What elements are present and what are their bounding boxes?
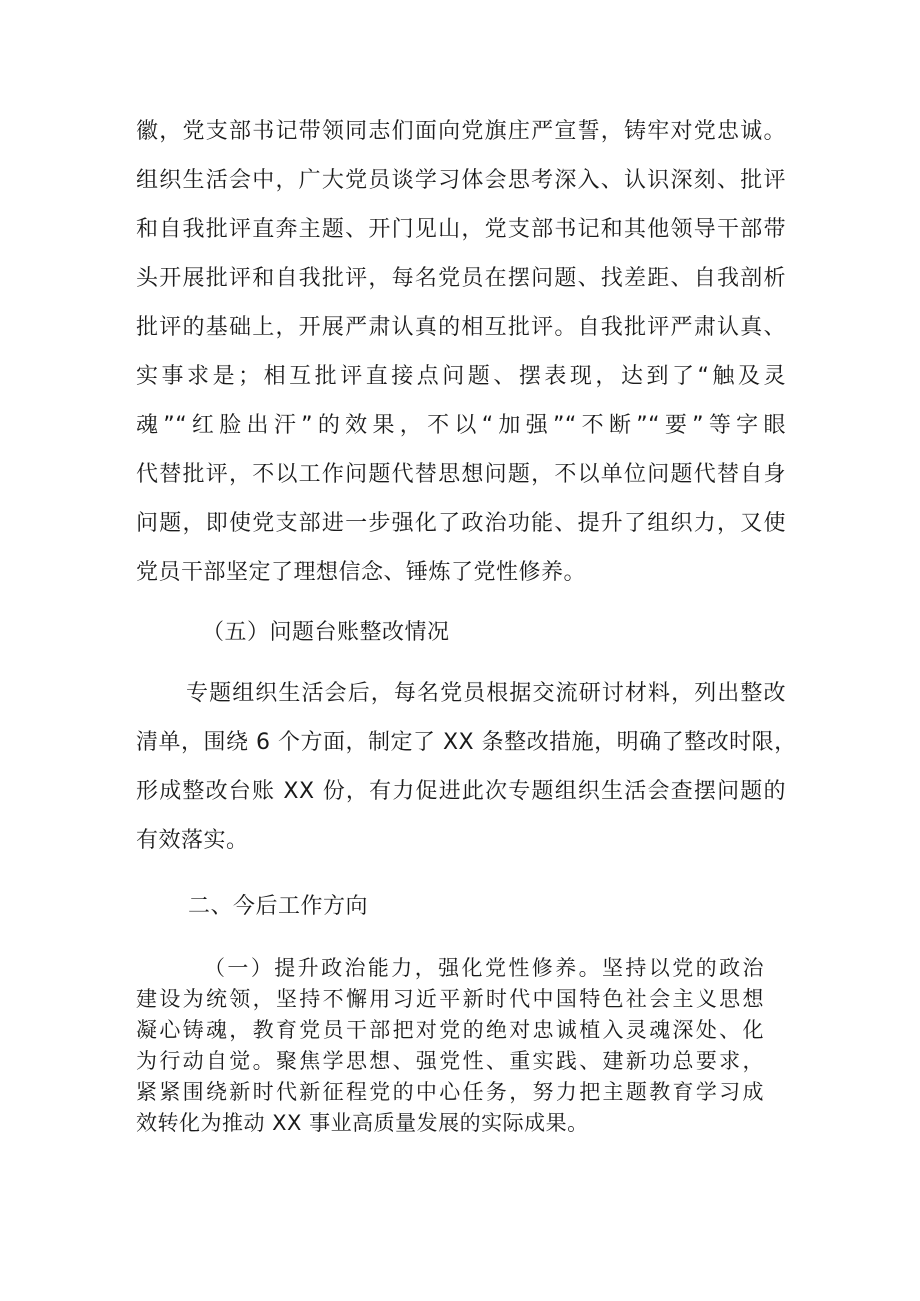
text-line: 和自我批评直奔主题、开门见山，党支部书记和其他领导干部带 bbox=[136, 217, 786, 242]
text-line: 效转化为推动 XX 事业高质量发展的实际成果。 bbox=[136, 1111, 589, 1135]
text-line: （一）提升政治能力，强化党性修养。坚持以党的政治 bbox=[204, 956, 764, 980]
text-line: 徽，党支部书记带领同志们面向党旗庄严宣誓，铸牢对党忠诚。 bbox=[136, 119, 786, 144]
text-line: 为行动自觉。聚焦学思想、强党性、重实践、建新功总要求， bbox=[136, 1049, 764, 1073]
text-line: 头开展批评和自我批评，每名党员在摆问题、找差距、自我剖析 bbox=[136, 266, 786, 291]
paragraph-meeting-summary bbox=[136, 107, 786, 597]
section-heading-rectification bbox=[202, 608, 702, 657]
text-line: 有效落实。 bbox=[136, 828, 249, 853]
text-line: 形成整改台账 XX 份，有力促进此次专题组织生活会查摆问题的 bbox=[136, 779, 786, 804]
heading-text: （五）问题台账整改情况 bbox=[202, 620, 450, 645]
text-line: 党员干部坚定了理想信念、锤炼了党性修养。 bbox=[136, 560, 587, 585]
text-line: 凝心铸魂，教育党员干部把对党的绝对忠诚植入灵魂深处、化 bbox=[136, 1018, 764, 1042]
text-line: 批评的基础上，开展严肃认真的相互批评。自我批评严肃认真、 bbox=[136, 315, 786, 340]
text-line: 魂”“红脸出汗”的效果，不以“加强”“不断”“要”等字眼 bbox=[136, 413, 786, 438]
text-line: 专题组织生活会后，每名党员根据交流研讨材料，列出整改 bbox=[186, 681, 786, 706]
text-line: 紧紧围绕新时代新征程党的中心任务，努力把主题教育学习成 bbox=[136, 1080, 764, 1104]
text-line: 问题，即使党支部进一步强化了政治功能、提升了组织力，又使 bbox=[136, 511, 786, 536]
paragraph-political-ability bbox=[136, 953, 764, 1139]
text-line: 清单，围绕 6 个方面，制定了 XX 条整改措施，明确了整改时限， bbox=[136, 730, 797, 755]
text-line: 实事求是；相互批评直接点问题、摆表现，达到了“触及灵 bbox=[136, 364, 786, 389]
section-heading-future-direction bbox=[188, 882, 688, 931]
text-line: 建设为统领，坚持不懈用习近平新时代中国特色社会主义思想 bbox=[136, 987, 764, 1011]
text-line: 代替批评，不以工作问题代替思想问题，不以单位问题代替自身 bbox=[136, 462, 786, 487]
paragraph-rectification bbox=[136, 669, 797, 865]
heading-text: 二、今后工作方向 bbox=[188, 894, 369, 919]
text-line: 组织生活会中，广大党员谈学习体会思考深入、认识深刻、批评 bbox=[136, 168, 786, 193]
